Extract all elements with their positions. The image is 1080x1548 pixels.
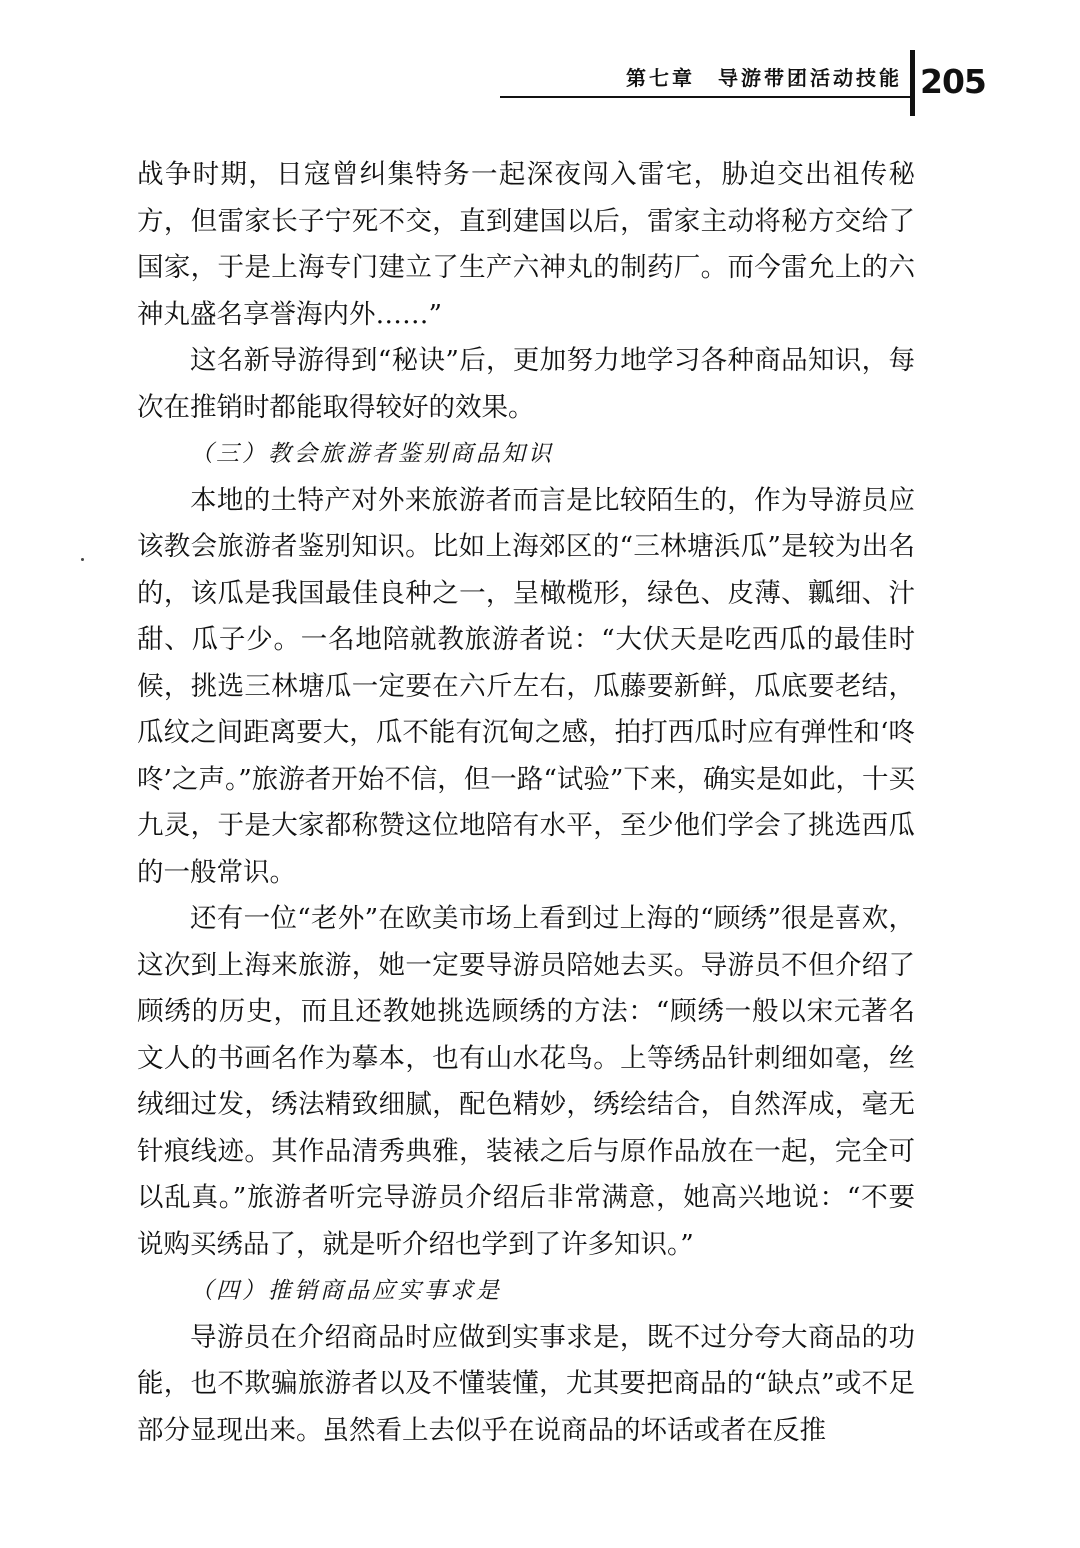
margin-dot xyxy=(81,558,84,561)
section-heading-4: （四）推销商品应实事求是 xyxy=(190,1278,502,1304)
paragraph: 这名新导游得到“秘诀”后，更加努力地学习各种商品知识，每次在推销时都能取得较好的效果。 xyxy=(137,345,915,423)
paragraph: 导游员在介绍商品时应做到实事求是，既不过分夸大商品的功能，也不欺骗旅游者以及不懂装懂，尤其要把商品的“缺点”或不足部分显现出来。虽然看上去似乎在说商品的坏话或者在反推 xyxy=(137,1321,915,1446)
running-head xyxy=(500,60,912,98)
header-vertical-rule xyxy=(910,50,915,116)
paragraph-continuation: 战争时期，日寇曾纠集特务一起深夜闯入雷宅，胁迫交出祖传秘方，但雷家长子宁死不交，直到建国以后，雷家主动将秘方交给了国家，于是上海专门建立了生产六神丸的制药厂。而今雷允上的六神丸盛名享誉海内外……” xyxy=(137,159,915,330)
page-number: 205 xyxy=(920,62,986,101)
page-body xyxy=(137,152,915,1454)
paragraph: 本地的土特产对外来旅游者而言是比较陌生的，作为导游员应该教会旅游者鉴别知识。比如上海郊区的“三林塘浜瓜”是较为出名的，该瓜是我国最佳良种之一，呈橄榄形，绿色、皮薄、瓤细、汁甜、瓜子少。一名地陪就教旅游者说：“大伏天是吃西瓜的最佳时候，挑选三林塘瓜一定要在六斤左右，瓜藤要新鲜，瓜底要老结，瓜纹之间距离要大，瓜不能有沉甸之感，拍打西瓜时应有弹性和‘咚咚’之声。”旅游者开始不信，但一路“试验”下来，确实是如此，十买九灵，于是大家都称赞这位地陪有水平，至少他们学会了挑选西瓜的一般常识。 xyxy=(137,484,915,888)
section-heading-3: （三）教会旅游者鉴别商品知识 xyxy=(190,441,554,467)
chapter-title: 第七章 导游带团活动技能 xyxy=(626,66,902,90)
paragraph: 还有一位“老外”在欧美市场上看到过上海的“顾绣”很是喜欢，这次到上海来旅游，她一定要导游员陪她去买。导游员不但介绍了顾绣的历史，而且还教她挑选顾绣的方法：“顾绣一般以宋元著名文人的书画名作为摹本，也有山水花鸟。上等绣品针刺细如毫，丝绒细过发，绣法精致细腻，配色精妙，绣绘结合，自然浑成，毫无针痕线迹。其作品清秀典雅，装裱之后与原作品放在一起，完全可以乱真。”旅游者听完导游员介绍后非常满意，她高兴地说：“不要说购买绣品了，就是听介绍也学到了许多知识。” xyxy=(137,903,915,1260)
